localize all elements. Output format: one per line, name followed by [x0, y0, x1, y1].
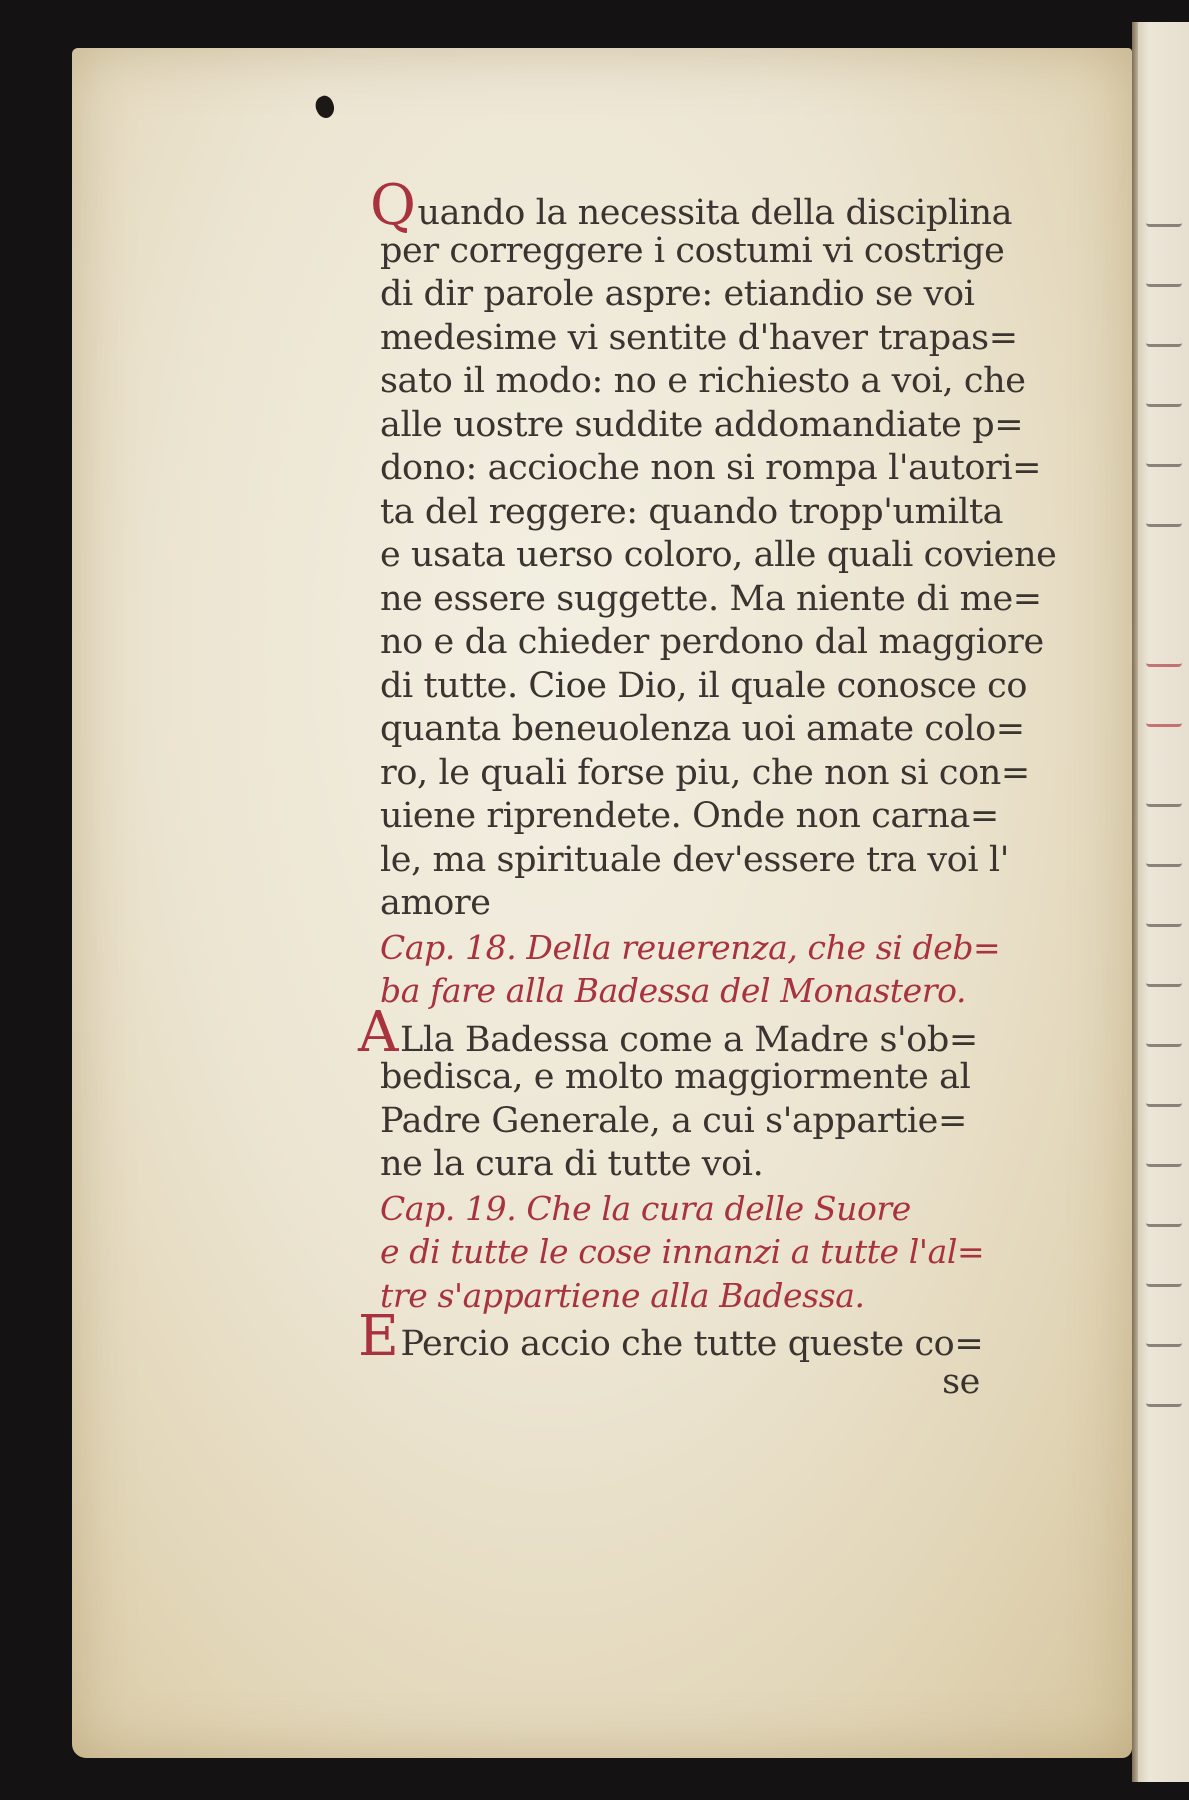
facing-text-mark [1146, 1202, 1182, 1227]
rubric-line: ba fare alla Badessa del Monastero. [380, 971, 967, 1010]
text-line: ta del reggere: quando tropp'umilta [380, 491, 1004, 532]
facing-text-mark [1146, 902, 1182, 927]
facing-text-mark [1146, 322, 1182, 347]
text-line: dono: accioche non si rompa l'autori= [380, 448, 1042, 488]
text-line: alle uostre suddite addomandiate p= [380, 404, 1024, 445]
facing-rubric-mark [1146, 702, 1182, 727]
text-line: quanta beneuolenza uoi amate colo= [380, 709, 1025, 749]
facing-text-mark [1146, 1022, 1182, 1047]
text-line: medesime vi sentite d'haver trapas= [380, 317, 1018, 358]
manuscript-text [358, 173, 1057, 1404]
text-line: uiene riprendete. Onde non carna= [380, 796, 999, 836]
text-line: ne essere suggette. Ma niente di me= [380, 578, 1042, 619]
facing-rubric-mark [1146, 642, 1182, 667]
text-line: e usata uerso coloro, alle quali coviene [380, 535, 1057, 575]
facing-text-mark [1146, 1322, 1182, 1347]
text-line: ro, le quali forse piu, che non si con= [380, 752, 1030, 793]
text-line: Quando la necessita della disciplina [370, 173, 1013, 238]
rubric-line: tre s'appartiene alla Badessa. [380, 1275, 865, 1315]
drop-initial: E [358, 1304, 399, 1369]
rubric-line: e di tutte le cose innanzi a tutte l'al= [380, 1232, 985, 1271]
catchword: se [942, 1361, 980, 1402]
text-line: Padre Generale, a cui s'appartie= [380, 1100, 967, 1141]
facing-text-mark [1146, 382, 1182, 407]
facing-text-mark [1146, 962, 1182, 987]
drop-initial: A [358, 999, 399, 1065]
facing-text-mark [1146, 1082, 1182, 1107]
text-line: no e da chieder perdono dal maggiore [380, 622, 1044, 662]
text-line: le, ma spirituale dev'essere tra voi l' [380, 839, 1009, 880]
text-line: amore [380, 883, 491, 923]
rubric-line: Cap. 18. Della reuerenza, che si deb= [380, 927, 1001, 967]
text-line: ne la cura di tutte voi. [380, 1144, 764, 1184]
facing-text-mark [1146, 1142, 1182, 1167]
facing-text-mark [1146, 782, 1182, 807]
text-line: di tutte. Cioe Dio, il quale conosce co [380, 665, 1028, 706]
text-line: ALla Badessa come a Madre s'ob= [358, 999, 978, 1065]
page-gutter [1132, 22, 1138, 1782]
facing-text-mark [1146, 202, 1182, 227]
text-line: bedisca, e molto maggiormente al [380, 1057, 971, 1097]
text-line: EPercio accio che tutte queste co= [358, 1304, 984, 1369]
facing-page-edge [1132, 22, 1189, 1782]
text-line: per correggere i costumi vi costrige [380, 230, 1005, 271]
facing-text-mark [1146, 262, 1182, 287]
text-line: sato il modo: no e richiesto a voi, che [380, 361, 1026, 401]
facing-text-mark [1146, 1382, 1182, 1407]
rubric-line: Cap. 19. Che la cura delle Suore [380, 1188, 911, 1228]
facing-text-mark [1146, 842, 1182, 867]
text-line: di dir parole aspre: etiandio se voi [380, 274, 975, 314]
facing-text-mark [1146, 502, 1182, 527]
facing-text-mark [1146, 442, 1182, 467]
facing-text-mark [1146, 1262, 1182, 1287]
drop-initial: Q [370, 173, 416, 238]
